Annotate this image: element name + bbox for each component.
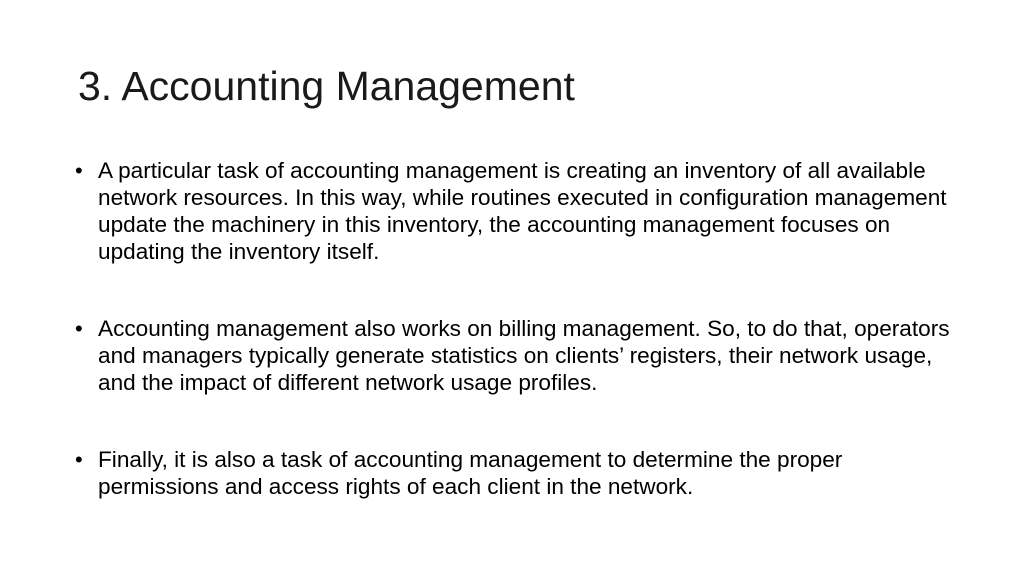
- bullet-text: Finally, it is also a task of accounting management to determine the proper permissions and access rights of each client in the network.: [98, 447, 843, 499]
- bullet-item: [75, 157, 955, 265]
- bullet-text: A particular task of accounting management is creating an inventory of all available network resources. In this way, while routines executed in configuration management update the machinery in this inventory, the accounting management focuses on updating the inventory itself.: [98, 158, 947, 264]
- slide-title: 3. Accounting Management: [78, 63, 575, 109]
- bullet-dot-icon: •: [75, 447, 83, 472]
- bullet-dot-icon: •: [75, 158, 83, 183]
- bullet-dot-icon: •: [75, 316, 83, 341]
- bullet-list: [75, 157, 955, 500]
- bullet-item: [75, 315, 955, 396]
- bullet-text: Accounting management also works on billing management. So, to do that, operators and managers typically generate statistics on clients’ registers, their network usage, and the impact of different network usage profiles.: [98, 316, 950, 395]
- bullet-item: [75, 446, 955, 500]
